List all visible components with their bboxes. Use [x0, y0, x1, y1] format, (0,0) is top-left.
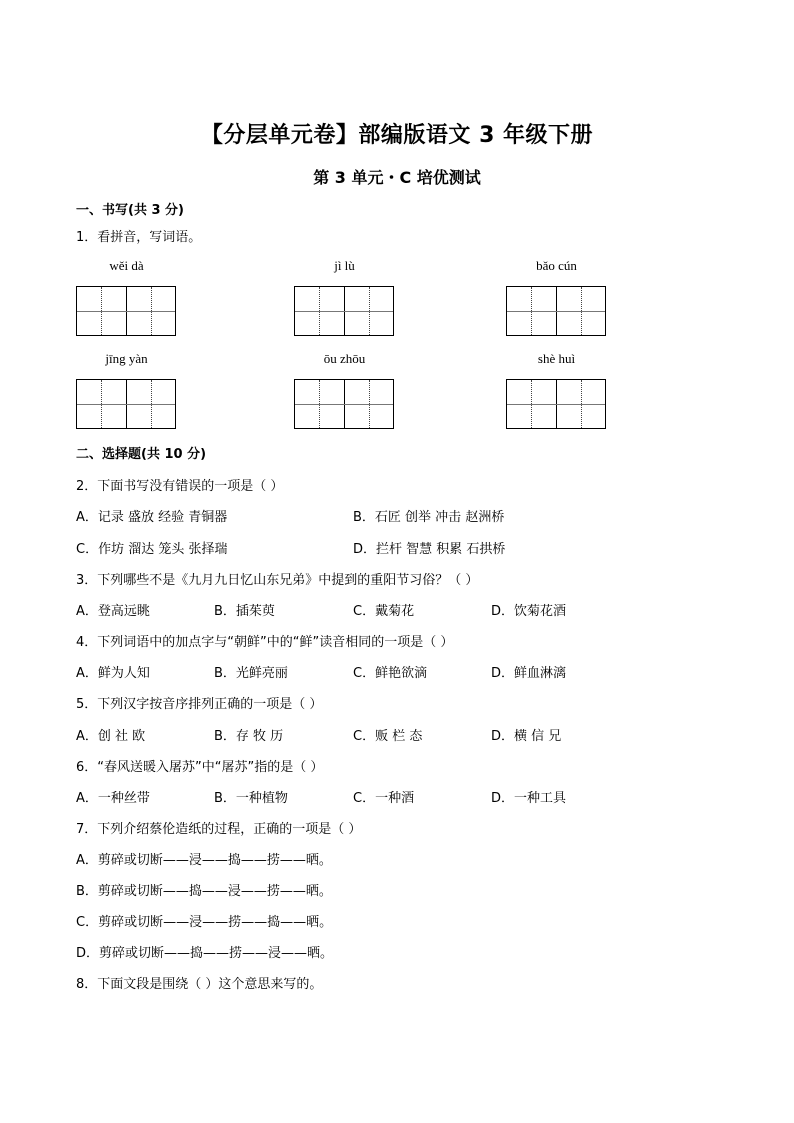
option-b[interactable]: B．光鲜亮丽: [214, 666, 288, 681]
question-7-stem: 7．下列介绍蔡伦造纸的过程，正确的一项是（ ）: [76, 822, 362, 837]
writing-grid[interactable]: [506, 379, 606, 429]
option-d[interactable]: D．鲜血淋漓: [491, 666, 567, 681]
question-8-stem: 8．下面文段是围绕（ ）这个意思来写的。: [76, 977, 323, 992]
pinyin-label: jīng yàn: [105, 351, 148, 366]
grid-guide-line: [295, 404, 393, 405]
option-a[interactable]: A．剪碎或切断——浸——捣——捞——晒。: [76, 853, 332, 868]
document-subtitle: 第 3 单元・C 培优测试: [313, 168, 481, 187]
option-a[interactable]: A．创 社 欧: [76, 729, 146, 744]
question-1-stem: 1．看拼音，写词语。: [76, 230, 202, 245]
pinyin-label: ōu zhōu: [323, 351, 366, 366]
grid-guide-line: [507, 311, 605, 312]
option-c[interactable]: C．贩 栏 态: [353, 729, 423, 744]
question-3-stem: 3．下列哪些不是《九月九日忆山东兄弟》中提到的重阳节习俗？（ ）: [76, 573, 479, 588]
option-c[interactable]: C．戴菊花: [353, 604, 415, 619]
document-title: 【分层单元卷】部编版语文 3 年级下册: [200, 123, 594, 148]
section-heading-writing: 一、书写(共 3 分): [76, 203, 184, 218]
option-a[interactable]: A．鲜为人知: [76, 666, 150, 681]
writing-grid[interactable]: [76, 379, 176, 429]
writing-grid[interactable]: [294, 379, 394, 429]
option-d[interactable]: D．饮菊花酒: [491, 604, 567, 619]
option-c[interactable]: C．鲜艳欲滴: [353, 666, 428, 681]
pinyin-label: wěi dà: [109, 258, 144, 273]
option-d[interactable]: D．剪碎或切断——捣——捞——浸——晒。: [76, 946, 334, 961]
option-a[interactable]: A．一种丝带: [76, 791, 150, 806]
option-d[interactable]: D．拦杆 智慧 积累 石拱桥: [353, 542, 506, 557]
pinyin-label: shè huì: [537, 351, 576, 366]
option-d[interactable]: D．横 信 兄: [491, 729, 562, 744]
grid-guide-line: [77, 311, 175, 312]
option-a[interactable]: A．登高远眺: [76, 604, 150, 619]
option-c[interactable]: C．剪碎或切断——浸——捞——捣——晒。: [76, 915, 333, 930]
pinyin-label: bǎo cún: [536, 258, 577, 273]
writing-grid[interactable]: [76, 286, 176, 336]
option-b[interactable]: B．一种植物: [214, 791, 288, 806]
grid-guide-line: [507, 404, 605, 405]
grid-guide-line: [77, 404, 175, 405]
question-2-stem: 2．下面书写没有错误的一项是（ ）: [76, 479, 284, 494]
section-heading-choice: 二、选择题(共 10 分): [76, 447, 207, 462]
option-b[interactable]: B．存 牧 历: [214, 729, 284, 744]
question-6-stem: 6．“春风送暖入屠苏”中“屠苏”指的是（ ）: [76, 760, 324, 775]
question-4-stem: 4．下列词语中的加点字与“朝鲜”中的“鲜”读音相同的一项是（ ）: [76, 635, 454, 650]
option-b[interactable]: B．插茱萸: [214, 604, 275, 619]
writing-grid[interactable]: [294, 286, 394, 336]
pinyin-label: jì lù: [334, 258, 355, 273]
option-c[interactable]: C．作坊 溜达 笼头 张择瑞: [76, 542, 228, 557]
option-b[interactable]: B．剪碎或切断——捣——浸——捞——晒。: [76, 884, 332, 899]
option-d[interactable]: D．一种工具: [491, 791, 567, 806]
option-b[interactable]: B．石匠 创举 冲击 赵洲桥: [353, 510, 505, 525]
writing-grid[interactable]: [506, 286, 606, 336]
option-a[interactable]: A．记录 盛放 经验 青铜器: [76, 510, 228, 525]
option-c[interactable]: C．一种酒: [353, 791, 415, 806]
grid-guide-line: [295, 311, 393, 312]
question-5-stem: 5．下列汉字按音序排列正确的一项是（ ）: [76, 697, 323, 712]
